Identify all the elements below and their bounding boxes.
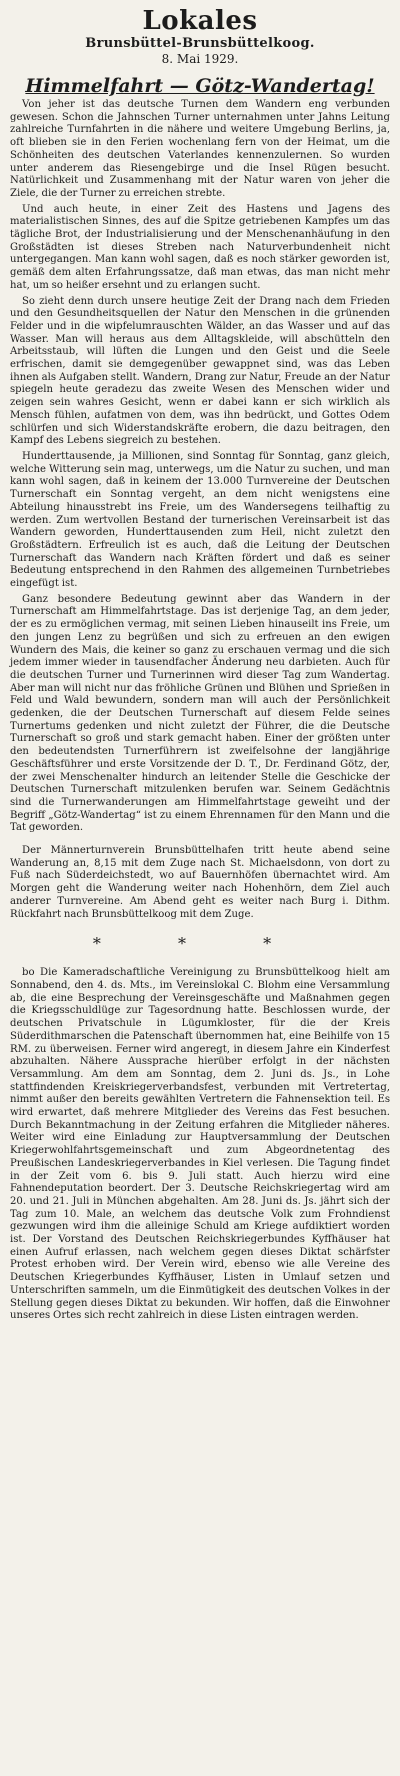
location-subheading: Brunsbüttel-Brunsbüttelkoog. [85,36,315,51]
notice-paragraph: bo Die Kameradschaftliche Vereinigung zu Brunsbüttelkoog hielt am Sonnabend, den 4. ds. Mts., im Vereinslokal C. Blohm eine Versammlung ab, die eine Besprechung der Vereinsgeschäfte und Maßnahmen gegen die Kriegsschuldlüge zur Tagesordnung hatte. Beschlossen wurde, der deutschen Privatschule in Lügumkloster, für die der Kreis Süderdithmarschen die Patenschaft übernommen hat, eine Beihilfe von 15 RM. zu überweisen. Ferner wird angeregt, in diesem Jahre ein Kinderfest abzuhalten. Nähere Aussprache hierüber erfolgt in der nächsten Versammlung. Am dem am Sonntag, dem 2. Juni ds. Js., in Lohe stattfindenden Kreiskriegerverbandsfest, verbunden mit Vertretertag, nimmt außer den bereits gewählten Vertretern die Fahnensektion teil. Es wird erwartet, daß mehrere Mitglieder des Vereins das Fest besuchen. Durch Bekanntmachung in der Zeitung erfahren die Mitglieder näheres. Weiter wird eine Einladung zur Hauptversammlung der Deutschen Kriegerwohlfahrtsgemeinschaft und zum Abgeordnetentag des Preußischen Landeskriegerverbandes in Kiel verlesen. Die Tagung findet in der Zeit vom 6. bis 9. Juli statt. Auch hierzu wird eine Fahnendeputation beordert. Der 3. Deutsche Reichskriegertag wird am 20. und 21. Juli in München abgehalten. Am 28. Juni ds. Js. jährt sich der Tag zum 10. Male, an welchem das deutsche Volk zum Frohndienst gezwungen wird ihm die alleinige Schuld am Kriege aufdiktiert worden ist. Der Vorstand des Deutschen Reichskriegerbundes Kyffhäuser hat einen Aufruf erlassen, nach welchem gegen dieses Diktat schärfster Protest erhoben wird. Der Verein wird, ebenso wie alle Vereine des Deutschen Kriegerbundes Kyffhäuser, Listen in Umlauf setzen und Unterschriften sammeln, um die Einmütigkeit des deutschen Volkes in der Stellung gegen dieses Diktat zu bekunden. Wir hoffen, daß die Einwohner unseres Ortes sich recht zahlreich in diese Listen eintragen werden. [10,967,390,1322]
dateline: 8. Mai 1929. [161,52,239,66]
notice-paragraph: Der Männerturnverein Brunsbüttelhafen tritt heute abend seine Wanderung an, 8,15 mit dem Zuge nach St. Michaelsdonn, von dort zu Fuß nach Süderdeichstedt, wo auf Bauernhöfen übernachtet wird. Am Morgen geht die Wanderung weiter nach Hohenhörn, dem Ziel auch anderer Turnvereine. Am Abend geht es weiter nach Burg i. Dithm. Rückfahrt nach Brunsbüttelkoog mit dem Zuge. [10,845,390,920]
paragraph: Hunderttausende, ja Millionen, sind Sonntag für Sonntag, ganz gleich, welche Witterung sein mag, unterwegs, um die Natur zu suchen, und man kann wohl sagen, daß in keinem der 13.000 Turnvereine der Deutschen Turnerschaft ein Sonntag vergeht, an dem nicht wenigstens eine Abteilung hinausstrebt ins Freie, um des Wandersegens teilhaftig zu werden. Zum wertvollen Bestand der turnerischen Vereinsarbeit ist das Wandern geworden, Hunderttausenden zum Heil, nicht zuletzt den Großstädtern. Erfreulich ist es auch, daß die Leitung der Deutschen Turnerschaft das Wandern nach Kräften fördert und daß es seiner Bedeutung entsprechend in den Rahmen des allgemeinen Turnbetriebes eingefügt ist. [10,450,390,590]
section-title: Lokales [142,6,258,36]
paragraph: Von jeher ist das deutsche Turnen dem Wandern eng verbunden gewesen. Schon die Jahnschen Turner unternahmen unter Jahns Leitung zahlreiche Turnfahrten in die nähere und weitere Umgebung Berlins, ja, oft blieben sie in den Ferien wochenlang fern von der Heimat, um die Schönheiten des deutschen Vaterlandes kennenzulernen. So wurden unter anderem das Riesengebirge und die Insel Rügen besucht. Natürlichkeit und Zusammenhang mit der Natur waren von jeher die Ziele, die der Turner zu erreichen strebte. [10,99,390,199]
paragraph: Und auch heute, in einer Zeit des Hastens und Jagens des materialistischen Sinnes, des auf die Spitze getriebenen Kampfes um das tägliche Brot, der Industrialisierung und der Menschenanhäufung in den Großstädten ist dieses Streben nach Naturverbundenheit nicht untergegangen. Man kann wohl sagen, daß es noch stärker geworden ist, gemäß dem alten Erfahrungssatze, daß man etwas, das man nicht mehr hat, um so heißer ersehnt und zu erlangen sucht. [10,203,390,291]
paragraph: So zieht denn durch unsere heutige Zeit der Drang nach dem Frieden und den Gesundheitsquellen der Natur den Menschen in die grünenden Felder und in die wipfelumrauschten Wälder, an das Wasser und auf das Wasser. Man will heraus aus dem Alltagskleide, will abschütteln den Arbeitsstaub, will lüften die Lungen und den Geist und die Seele erfrischen, damit sie demgegenüber gewappnet sind, was das Leben ihnen als Aufgaben stellt. Wandern, Drang zur Natur, Freude an der Natur spiegeln heute geradezu das zweite Wesen des Menschen wider und zeigen sein wahres Gesicht, wenn er dabei kann er sich wirklich als Mensch fühlen, aufatmen von dem, was ihn bedrückt, und Gottes Odem schlürfen und sich Widerstandskräfte erobern, die dazu beitragen, den Kampf des Lebens siegreich zu bestehen. [10,295,390,447]
paragraph: Ganz besondere Bedeutung gewinnt aber das Wandern in der Turnerschaft am Himmelfahrtstage. Das ist derjenige Tag, an dem jeder, der es zu ermöglichen vermag, mit seinen Lieben hinauseilt ins Freie, um den jungen Lenz zu begrüßen und sich zu erfreuen an den ewigen Wundern des Mais, die keiner so ganz zu erschauen vermag und die sich jedem immer wieder in tausendfacher Änderung neu darbieten. Auch für die deutschen Turner und Turnerinnen wird dieser Tag zum Wandertag. Aber man will nicht nur das fröhliche Grünen und Blühen und Sprießen in Feld und Wald bewundern, sondern man will auch der Persönlichkeit gedenken, die der Deutschen Turnerschaft auf diesem Felde seines Turnertums gedenken und nicht zuletzt der Führer, die die Deutsche Turnerschaft so groß und stark gemacht haben. Einer der größten unter den bedeutendsten Turnerführern ist zweifelsohne der langjährige Geschäftsführer und erste Vorsitzende der D. T., Dr. Ferdinand Götz, der, der zwei Menschenalter hindurch an leitender Stelle die Geschicke der Deutschen Turnerschaft mitzulenken berufen war. Seinem Gedächtnis sind die Turnerwanderungen am Himmelfahrtstage geweiht und der Begriff „Götz-Wandertag“ ist zu einem Ehrennamen für den Mann und die Tat geworden. [10,593,390,834]
article-headline: Himmelfahrt — Götz-Wandertag! [25,75,375,97]
section-separator: * * * [92,934,308,954]
article-body [10,99,390,1323]
